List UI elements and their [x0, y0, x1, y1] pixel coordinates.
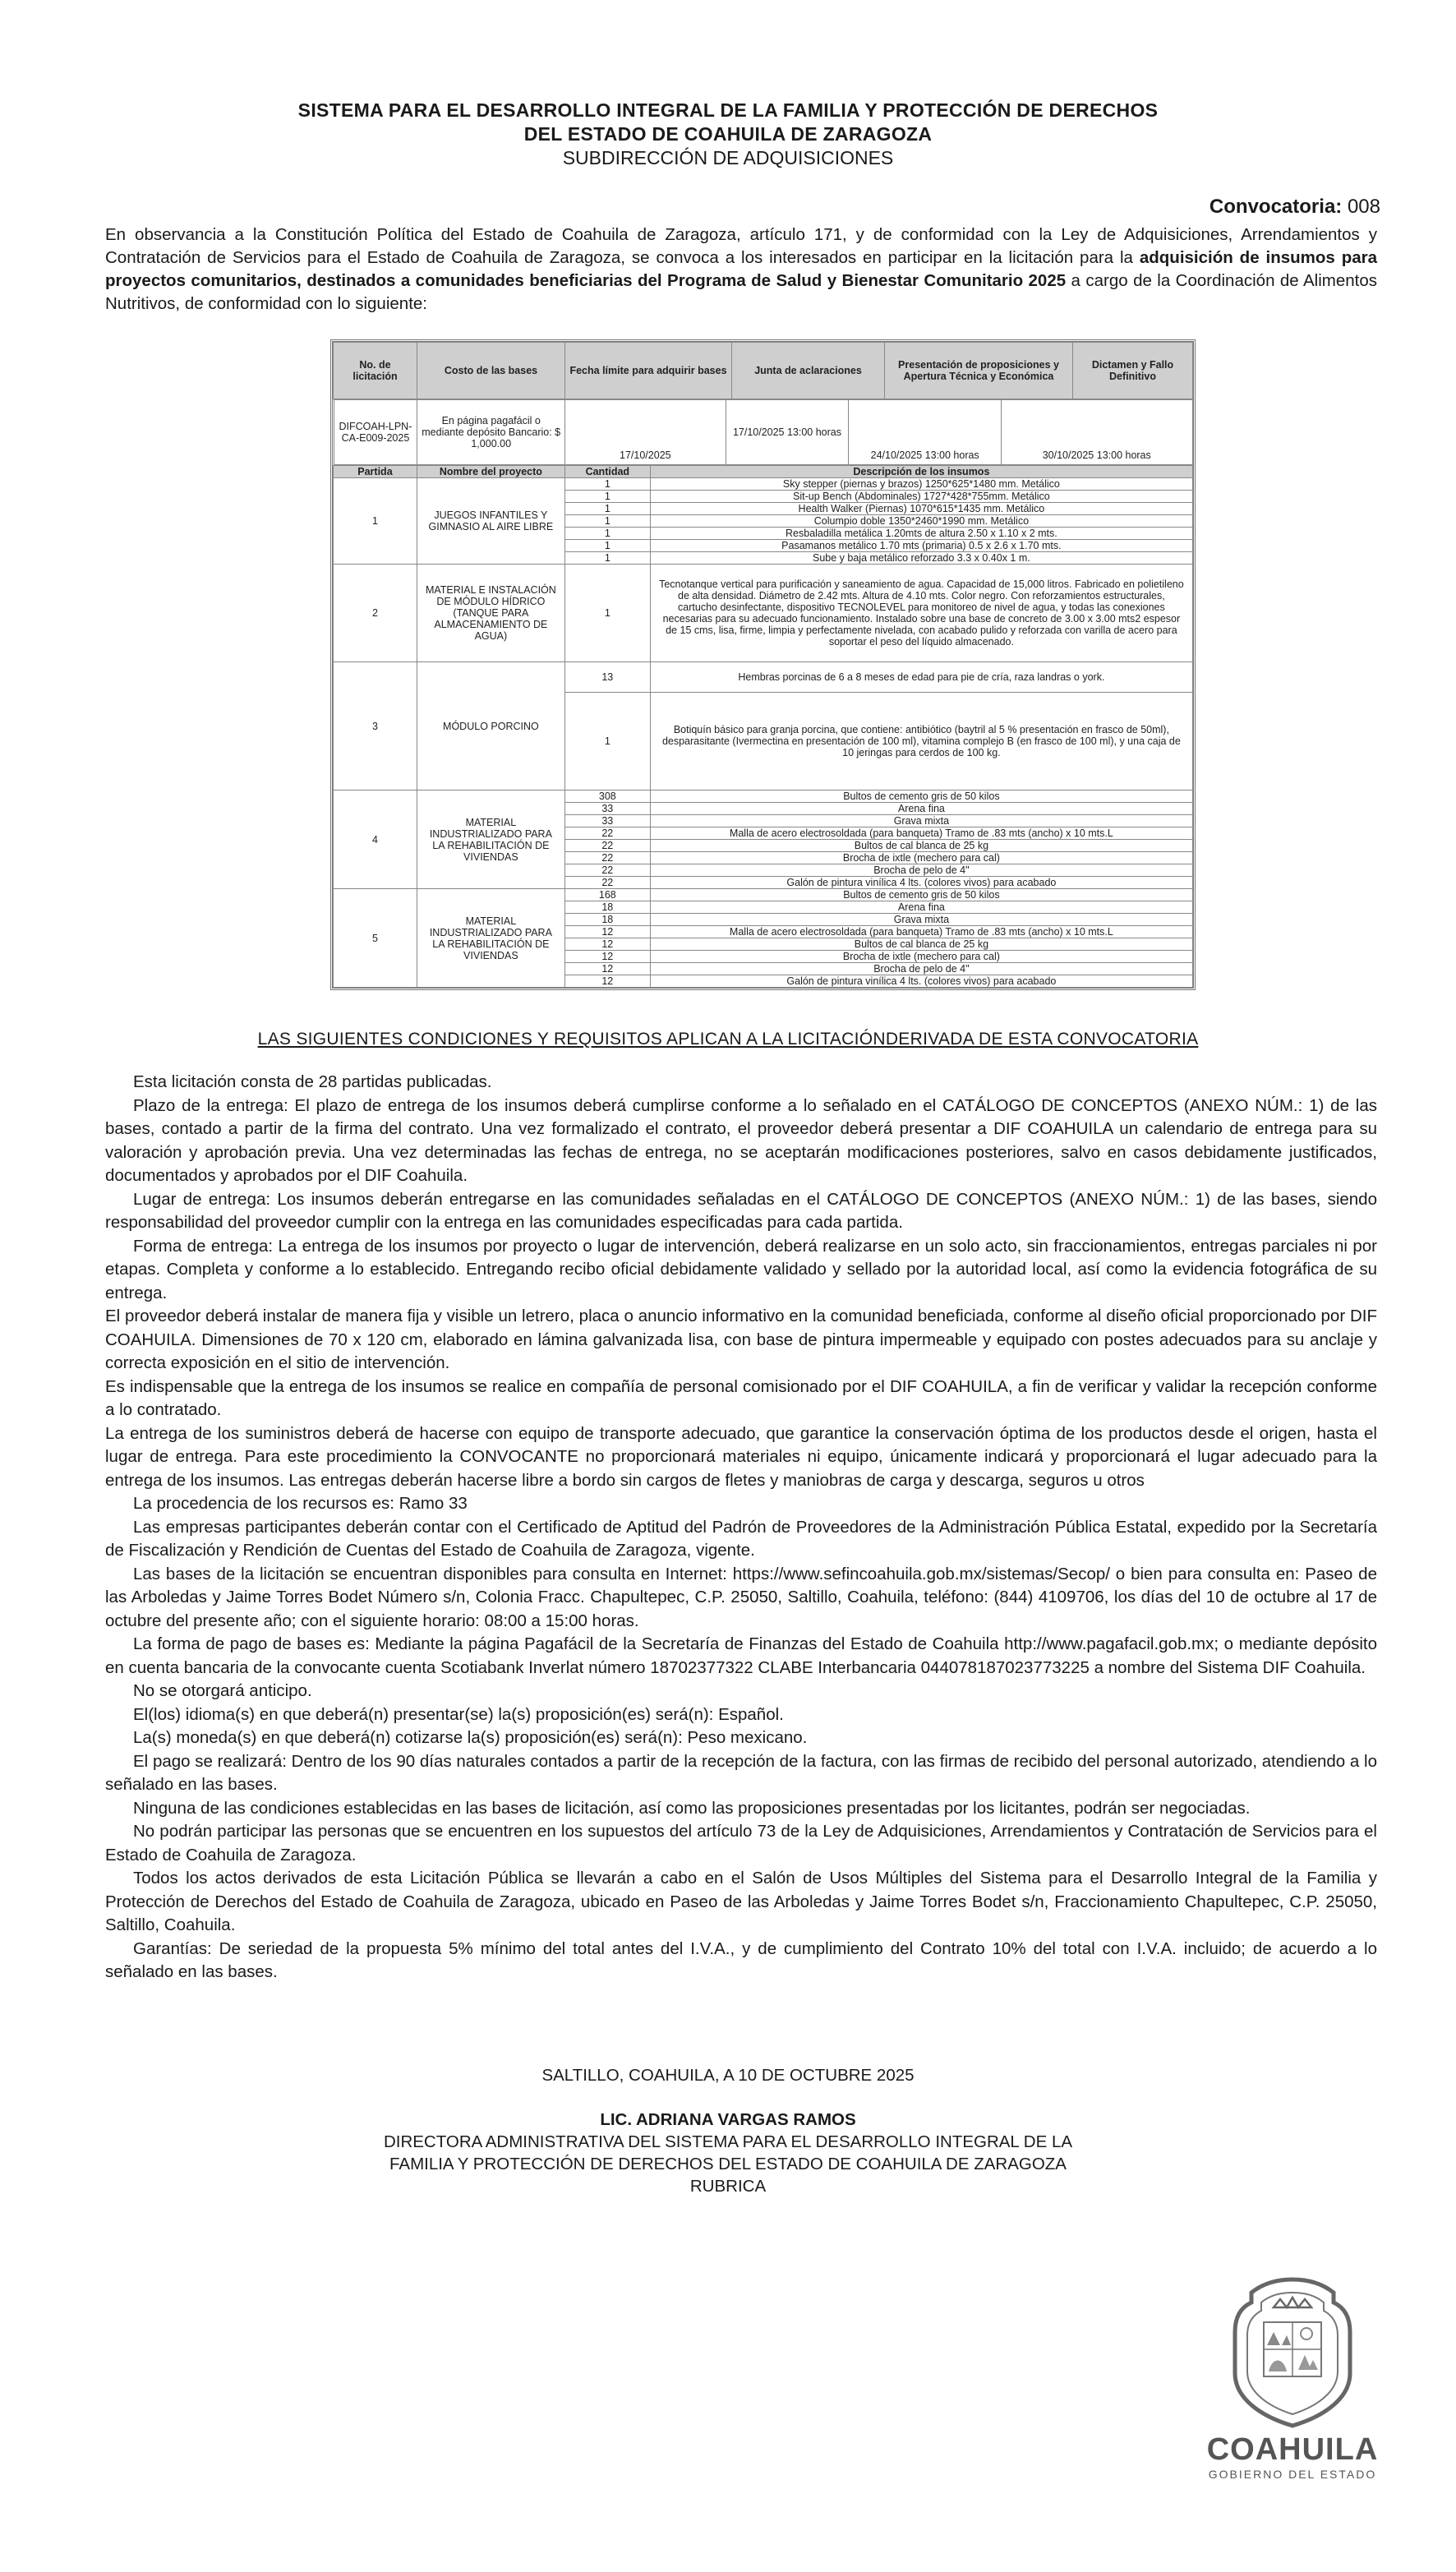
licitacion-row — [334, 399, 1193, 466]
item-description: Arena fina — [650, 803, 1192, 815]
intro-bold-text: adquisición de insumos para proyectos comunitarios, destinados a comunidades beneficiarias del Programa de Salud y Bienestar Comunitario 2025 — [105, 248, 1377, 290]
rubrica: RUBRICA — [689, 2177, 767, 2196]
item-description: Galón de pintura vinílica 4 lts. (colores vivos) para acabado — [650, 877, 1192, 889]
table-row — [334, 889, 1193, 901]
licitacion-junta: 17/10/2025 13:00 horas — [726, 400, 849, 465]
condition-paragraph: La(s) moneda(s) en que deberá(n) cotizarse la(s) proposición(es) será(n): Peso mexicano. — [133, 1728, 808, 1747]
item-quantity: 33 — [564, 803, 650, 815]
project-name: JUEGOS INFANTILES Y GIMNASIO AL AIRE LIBRE — [417, 478, 564, 565]
table-row — [334, 790, 1193, 803]
item-quantity: 22 — [564, 827, 650, 840]
partida-number: 3 — [334, 662, 417, 790]
licitacion-dictamen: 30/10/2025 13:00 horas — [1001, 400, 1192, 465]
convocatoria-number — [1209, 196, 1380, 219]
item-description: Botiquín básico para granja porcina, que contiene: antibiótico (baytril al 5 % presentación en frasco de 50ml), desparasitante (Ivermectina en presentación de 100 ml), vitamina complejo B (en frasco de 100 ml), y una caja de 10 jeringas para cerdos de 100 kg. — [650, 693, 1192, 790]
condition-paragraph: No se otorgará anticipo. — [133, 1681, 312, 1700]
item-description: Bultos de cal blanca de 25 kg — [650, 938, 1192, 951]
table-row — [334, 565, 1193, 662]
col-header: Dictamen y Fallo Definitivo — [1073, 343, 1193, 399]
item-quantity: 1 — [564, 491, 650, 503]
convocatoria-label: Convocatoria: — [1209, 196, 1343, 218]
item-quantity: 12 — [564, 938, 650, 951]
item-quantity: 1 — [564, 503, 650, 515]
condition-paragraph: Plazo de la entrega: El plazo de entrega de los insumos deberá cumplirse conforme a lo señalado en el CATÁLOGO DE CONCEPTOS (ANEXO NÚM.: 1) de las bases, contado a partir de la firma del contrato. Una vez formalizado el contrato, el proveedor deberá presentar a DIF COAHUILA un calendario de entrega para su valoración y aprobación previa. Una vez determinadas las fechas de entrega, no se aceptarán modificaciones posteriores, salvo en casos debidamente justificados, documentados y aprobados por el DIF Coahuila. — [105, 1095, 1377, 1185]
header-line-3: SUBDIRECCIÓN DE ADQUISICIONES — [562, 147, 894, 168]
item-description: Brocha de pelo de 4" — [650, 864, 1192, 877]
item-description: Tecnotanque vertical para purificación y saneamiento de agua. Capacidad de 15,000 litros. Fabricado en polietileno de alta densidad. Diámetro de 2.42 mts. Altura de 4.10 mts. Color negro. Con reforzamientos estructurales, cartucho desinfectante, dispositivo TECNOLEVEL para monitoreo de nivel de agua, y todas las conexiones necesarias para su adecuado funcionamiento. Instalado sobre una base de concreto de 3.00 x 3.00 mts2 espesor de 15 cms, lisa, firme, limpia y perfectamente nivelada, con acabado pulido y reforzada con varilla de acero para soportar el peso del líquido almacenado. — [650, 565, 1192, 662]
condition-paragraph: Las empresas participantes deberán contar con el Certificado de Aptitud del Padrón de Proveedores de la Administración Pública Estatal, expedido por la Secretaría de Fiscalización y Rendición de Cuentas del Estado de Coahuila de Zaragoza, vigente. — [105, 1517, 1377, 1560]
condition-paragraph: La forma de pago de bases es: Mediante la página Pagafácil de la Secretaría de Finanzas del Estado de Coahuila http://www.pagafacil.gob.mx; o mediante depósito en cuenta bancaria de la convocante cuenta Scotiabank Inverlat número 18702377322 CLABE Interbancaria 044078187023773225 a nombre del Sistema DIF Coahuila. — [105, 1634, 1377, 1677]
partida-number: 5 — [334, 889, 417, 988]
sub-header: Cantidad — [564, 466, 650, 478]
col-header: Junta de aclaraciones — [732, 343, 885, 399]
item-description: Galón de pintura vinílica 4 lts. (colores vivos) para acabado — [650, 975, 1192, 988]
table-subheader-row — [334, 466, 1193, 478]
conditions-title: LAS SIGUIENTES CONDICIONES Y REQUISITOS APLICAN A LA LICITACIÓNDERIVADA DE ESTA CONVOCATORIA — [257, 1030, 1199, 1049]
item-quantity: 308 — [564, 790, 650, 803]
item-quantity: 22 — [564, 877, 650, 889]
sub-header: Descripción de los insumos — [650, 466, 1192, 478]
condition-paragraph: No podrán participar las personas que se encuentren en los supuestos del artículo 73 de la Ley de Adquisiciones, Arrendamientos y Contratación de Servicios para el Estado de Coahuila de Zaragoza. — [105, 1822, 1377, 1864]
item-quantity: 22 — [564, 852, 650, 864]
item-description: Health Walker (Piernas) 1070*615*1435 mm. Metálico — [650, 503, 1192, 515]
licitacion-costo: En página pagafácil o mediante depósito Bancario: $ 1,000.00 — [417, 400, 565, 465]
condition-paragraph: Forma de entrega: La entrega de los insumos por proyecto o lugar de intervención, deberá realizarse en un solo acto, sin fraccionamientos, entregas parciales ni por etapas. Completa y conforme a lo establecido. Entregando recibo oficial debidamente validado y sellado por la autoridad local, así como la evidencia fotográfica de su entrega. — [105, 1236, 1377, 1302]
item-description: Bultos de cemento gris de 50 kilos — [650, 889, 1192, 901]
convocatoria-value: 008 — [1347, 196, 1380, 218]
item-quantity: 12 — [564, 975, 650, 988]
item-quantity: 12 — [564, 951, 650, 963]
project-name: MATERIAL INDUSTRIALIZADO PARA LA REHABILITACIÓN DE VIVIENDAS — [417, 889, 564, 988]
conditions-body — [105, 1071, 1377, 1984]
condition-paragraph: El(los) idioma(s) en que deberá(n) presentar(se) la(s) proposición(es) será(n): Español. — [133, 1704, 784, 1724]
item-quantity: 33 — [564, 815, 650, 827]
coahuila-logo — [1198, 2275, 1387, 2481]
table-row — [334, 478, 1193, 491]
item-quantity: 1 — [564, 478, 650, 491]
item-description: Sit-up Bench (Abdominales) 1727*428*755mm. Metálico — [650, 491, 1192, 503]
intro-text-2: a cargo de la Coordinación de Alimentos Nutritivos, de conformidad con lo siguiente: — [105, 271, 1377, 313]
item-description: Grava mixta — [650, 914, 1192, 926]
coahuila-seal-icon — [1223, 2275, 1362, 2431]
signer-title-1: DIRECTORA ADMINISTRATIVA DEL SISTEMA PARA EL DESARROLLO INTEGRAL DE LA — [383, 2132, 1073, 2151]
condition-paragraph: El pago se realizará: Dentro de los 90 días naturales contados a partir de la recepción de la factura, con las firmas de recibido del personal autorizado, atendiendo a lo señalado en las bases. — [105, 1751, 1377, 1794]
item-description: Malla de acero electrosoldada (para banqueta) Tramo de .83 mts (ancho) x 10 mts.L — [650, 827, 1192, 840]
item-quantity: 1 — [564, 565, 650, 662]
col-header: Costo de las bases — [417, 343, 565, 399]
item-quantity: 22 — [564, 840, 650, 852]
item-description: Columpio doble 1350*2460*1990 mm. Metálico — [650, 515, 1192, 528]
item-quantity: 18 — [564, 901, 650, 914]
header-line-2: DEL ESTADO DE COAHUILA DE ZARAGOZA — [523, 123, 933, 145]
item-quantity: 1 — [564, 540, 650, 552]
item-description: Sky stepper (piernas y brazos) 1250*625*1480 mm. Metálico — [650, 478, 1192, 491]
condition-paragraph: Es indispensable que la entrega de los insumos se realice en compañía de personal comisionado por el DIF COAHUILA, a fin de verificar y validar la recepción conforme a lo contratado. — [105, 1376, 1377, 1419]
item-description: Arena fina — [650, 901, 1192, 914]
logo-subtitle: GOBIERNO DEL ESTADO — [1208, 2468, 1377, 2481]
project-name: MATERIAL E INSTALACIÓN DE MÓDULO HÍDRICO (TANQUE PARA ALMACENAMIENTO DE AGUA) — [417, 565, 564, 662]
table-header-row — [334, 343, 1193, 399]
partida-number: 1 — [334, 478, 417, 565]
licitacion-licitacion: DIFCOAH-LPN-CA-E009-2025 — [334, 400, 417, 465]
intro-paragraph — [105, 224, 1377, 316]
project-name: MATERIAL INDUSTRIALIZADO PARA LA REHABILITACIÓN DE VIVIENDAS — [417, 790, 564, 889]
item-description: Pasamanos metálico 1.70 mts (primaria) 0.5 x 2.6 x 1.70 mts. — [650, 540, 1192, 552]
item-quantity: 12 — [564, 963, 650, 975]
item-description: Resbaladilla metálica 1.20mts de altura 2.50 x 1.10 x 2 mts. — [650, 528, 1192, 540]
signer-title-2: FAMILIA Y PROTECCIÓN DE DERECHOS DEL ESTADO DE COAHUILA DE ZARAGOZA — [389, 2155, 1067, 2173]
col-header: Fecha límite para adquirir bases — [565, 343, 732, 399]
item-quantity: 168 — [564, 889, 650, 901]
item-description: Hembras porcinas de 6 a 8 meses de edad para pie de cría, raza landras o york. — [650, 662, 1192, 693]
item-description: Bultos de cal blanca de 25 kg — [650, 840, 1192, 852]
item-quantity: 22 — [564, 864, 650, 877]
partida-number: 4 — [334, 790, 417, 889]
item-quantity: 1 — [564, 552, 650, 565]
condition-paragraph: Esta licitación consta de 28 partidas publicadas. — [133, 1072, 492, 1091]
intro-text-1: En observancia a la Constitución Política del Estado de Coahuila de Zaragoza, artículo 171, y de conformidad con la Ley de Adquisiciones, Arrendamientos y Contratación de Servicios para el Estado de Coahuila de Zaragoza, se convoca a los interesados en participar en la licitación para la — [105, 225, 1377, 267]
condition-paragraph: Las bases de la licitación se encuentran disponibles para consulta en Internet: https://www.sefincoahuila.gob.mx/sistemas/Secop/ o bien para consulta en: Paseo de las Arboledas y Jaime Torres Bodet Número s/n, Colonia Fracc. Chapultepec, C.P. 25050, Saltillo, Coahuila, teléfono: (844) 4109706, los días del 10 de octubre al 17 de octubre del presente año; con el siguiente horario: 08:00 a 15:00 horas. — [105, 1564, 1377, 1630]
item-quantity: 12 — [564, 926, 650, 938]
item-quantity: 1 — [564, 528, 650, 540]
licitacion-presentacion: 24/10/2025 13:00 horas — [849, 400, 1002, 465]
partida-number: 2 — [334, 565, 417, 662]
col-header: No. de licitación — [334, 343, 417, 399]
item-description: Malla de acero electrosoldada (para banqueta) Tramo de .83 mts (ancho) x 10 mts.L — [650, 926, 1192, 938]
header-line-1: SISTEMA PARA EL DESARROLLO INTEGRAL DE LA FAMILIA Y PROTECCIÓN DE DERECHOS — [297, 99, 1159, 121]
project-name: MÓDULO PORCINO — [417, 662, 564, 790]
place-date: SALTILLO, COAHUILA, A 10 DE OCTUBRE 2025 — [541, 2066, 915, 2085]
signer-name: LIC. ADRIANA VARGAS RAMOS — [600, 2110, 856, 2129]
item-quantity: 1 — [564, 515, 650, 528]
item-description: Grava mixta — [650, 815, 1192, 827]
item-quantity: 1 — [564, 693, 650, 790]
condition-paragraph: Garantías: De seriedad de la propuesta 5% mínimo del total antes del I.V.A., y de cumplimiento del Contrato 10% del total con I.V.A. incluido; de acuerdo a lo señalado en las bases. — [105, 1938, 1377, 1981]
condition-paragraph: El proveedor deberá instalar de manera fija y visible un letrero, placa o anuncio informativo en la comunidad beneficiada, conforme al diseño oficial proporcionado por DIF COAHUILA. Dimensiones de 70 x 120 cm, elaborado en lámina galvanizada lisa, con base de pintura impermeable y equipado con postes adecuados para su anclaje y correcta exposición en el sitio de intervención. — [105, 1307, 1377, 1372]
sub-header: Nombre del proyecto — [417, 466, 564, 478]
item-description: Sube y baja metálico reforzado 3.3 x 0.40x 1 m. — [650, 552, 1192, 565]
condition-paragraph: La entrega de los suministros deberá de hacerse con equipo de transporte adecuado, que garantice la conservación óptima de los productos desde el origen, hasta el lugar de entrega. Para este procedimiento la CONVOCANTE no proporcionará materiales ni equipo, únicamente indicará y proporcionará el lugar adecuado para la entrega de los insumos. Las entregas deberán hacerse libre a bordo sin cargos de fletes y maniobras de carga y descarga, seguros u otros — [105, 1423, 1377, 1490]
licitacion-table — [330, 339, 1196, 990]
item-description: Brocha de ixtle (mechero para cal) — [650, 852, 1192, 864]
condition-paragraph: Ninguna de las condiciones establecidas en las bases de licitación, así como las proposiciones presentadas por los licitantes, podrán ser negociadas. — [133, 1798, 1251, 1818]
licitacion-fecha-limite: 17/10/2025 — [565, 400, 726, 465]
item-description: Brocha de ixtle (mechero para cal) — [650, 951, 1192, 963]
col-header: Presentación de proposiciones y Apertura Técnica y Económica — [885, 343, 1073, 399]
condition-paragraph: Todos los actos derivados de esta Licitación Pública se llevarán a cabo en el Salón de Usos Múltiples del Sistema para el Desarrollo Integral de la Familia y Protección de Derechos del Estado de Coahuila de Zaragoza, ubicado en Paseo de las Arboledas y Jaime Torres Bodet s/n, Fraccionamiento Chapultepec, C.P. 25050, Saltillo, Coahuila. — [105, 1869, 1377, 1934]
sub-header: Partida — [334, 466, 417, 478]
item-description: Bultos de cemento gris de 50 kilos — [650, 790, 1192, 803]
item-quantity: 18 — [564, 914, 650, 926]
item-quantity: 13 — [564, 662, 650, 693]
table-row — [334, 662, 1193, 693]
logo-name: COAHUILA — [1206, 2432, 1379, 2467]
item-description: Brocha de pelo de 4" — [650, 963, 1192, 975]
condition-paragraph: La procedencia de los recursos es: Ramo 33 — [133, 1494, 468, 1513]
condition-paragraph: Lugar de entrega: Los insumos deberán entregarse en las comunidades señaladas en el CATÁLOGO DE CONCEPTOS (ANEXO NÚM.: 1) de las bases, siendo responsabilidad del proveedor cumplir con la entrega en las comunidades especificadas para cada partida. — [105, 1189, 1377, 1232]
